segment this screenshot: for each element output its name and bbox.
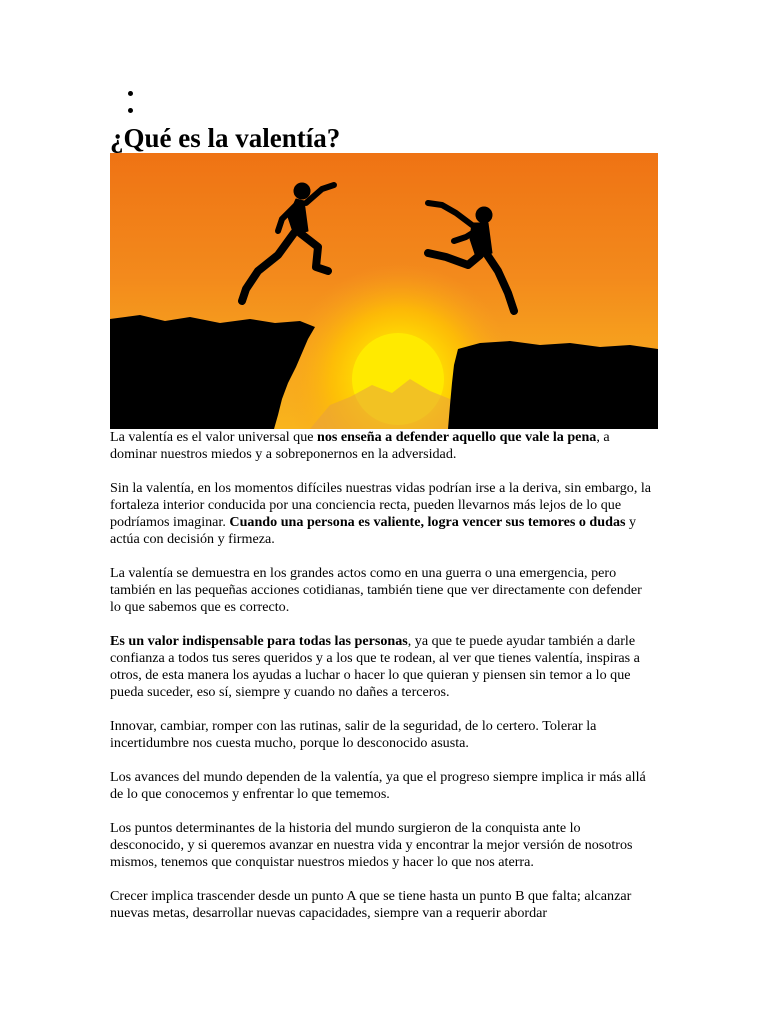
paragraph-text: y actúa con decisión y firmeza. bbox=[110, 514, 637, 547]
paragraph-text: Los puntos determinantes de la historia del mundo surgieron de la conquista ante lo desconocido, y si queremos avanzar en nuestra vida y encontrar la mejor versión de nosotros mismos, tenemos que conquistar nuestros miedos y hacer lo que nos aterra. bbox=[110, 820, 633, 870]
emphasis-text: nos enseña a defender aquello que vale la pena bbox=[317, 429, 597, 445]
paragraph-text: Crecer implica trascender desde un punto A que se tiene hasta un punto B que falta; alcanzar nuevas metas, desarrollar nuevas capacidades, siempre van a requerir abordar bbox=[110, 888, 632, 921]
paragraph-text: La valentía se demuestra en los grandes actos como en una guerra o una emergencia, pero también en las pequeñas acciones cotidianas, también tiene que ver directamente con defender lo que sabemos que es correcto. bbox=[110, 565, 642, 615]
paragraph bbox=[110, 480, 656, 548]
emphasis-text: Cuando una persona es valiente, logra vencer sus temores o dudas bbox=[229, 514, 626, 530]
paragraph bbox=[110, 633, 656, 701]
paragraph bbox=[110, 718, 656, 752]
paragraph-text: , ya que te puede ayudar también a darle confianza a todos tus seres queridos y a los que te rodean, al ver que tienes valentía, inspiras a otros, de esta manera los ayudas a luchar o hacer lo que quieran y piensen sin temor a lo que pueda suceder, eso sí, siempre y cuando no dañes a terceros. bbox=[110, 633, 640, 700]
right-cliff bbox=[448, 341, 658, 429]
paragraph bbox=[110, 888, 656, 922]
paragraph-text: Los avances del mundo dependen de la valentía, ya que el progreso siempre implica ir más allá de lo que conocemos y enfrentar lo que tememos. bbox=[110, 769, 646, 802]
paragraph-text: Sin la valentía, en los momentos difíciles nuestras vidas podrían irse a la deriva, sin embargo, la fortaleza interior conducida por una conciencia recta, pueden llevarnos más lejos de lo que podríamos imaginar. bbox=[110, 480, 652, 530]
paragraph bbox=[110, 565, 656, 616]
hero-image bbox=[110, 153, 658, 429]
paragraph bbox=[110, 769, 656, 803]
bullet-icon bbox=[128, 91, 133, 96]
bullet-icon bbox=[128, 108, 133, 113]
paragraph-text: Innovar, cambiar, romper con las rutinas, salir de la seguridad, de lo certero. Tolerar la incertidumbre nos cuesta mucho, porque lo desconocido asusta. bbox=[110, 718, 597, 751]
paragraph-text: , a dominar nuestros miedos y a sobreponernos en la adversidad. bbox=[110, 429, 610, 462]
paragraph bbox=[110, 820, 656, 871]
paragraph-text: La valentía es el valor universal que bbox=[110, 429, 318, 445]
article-body bbox=[110, 429, 656, 939]
paragraph bbox=[110, 429, 656, 463]
page-title: ¿Qué es la valentía? bbox=[110, 123, 341, 153]
emphasis-text: Es un valor indispensable para todas las personas bbox=[110, 633, 408, 649]
